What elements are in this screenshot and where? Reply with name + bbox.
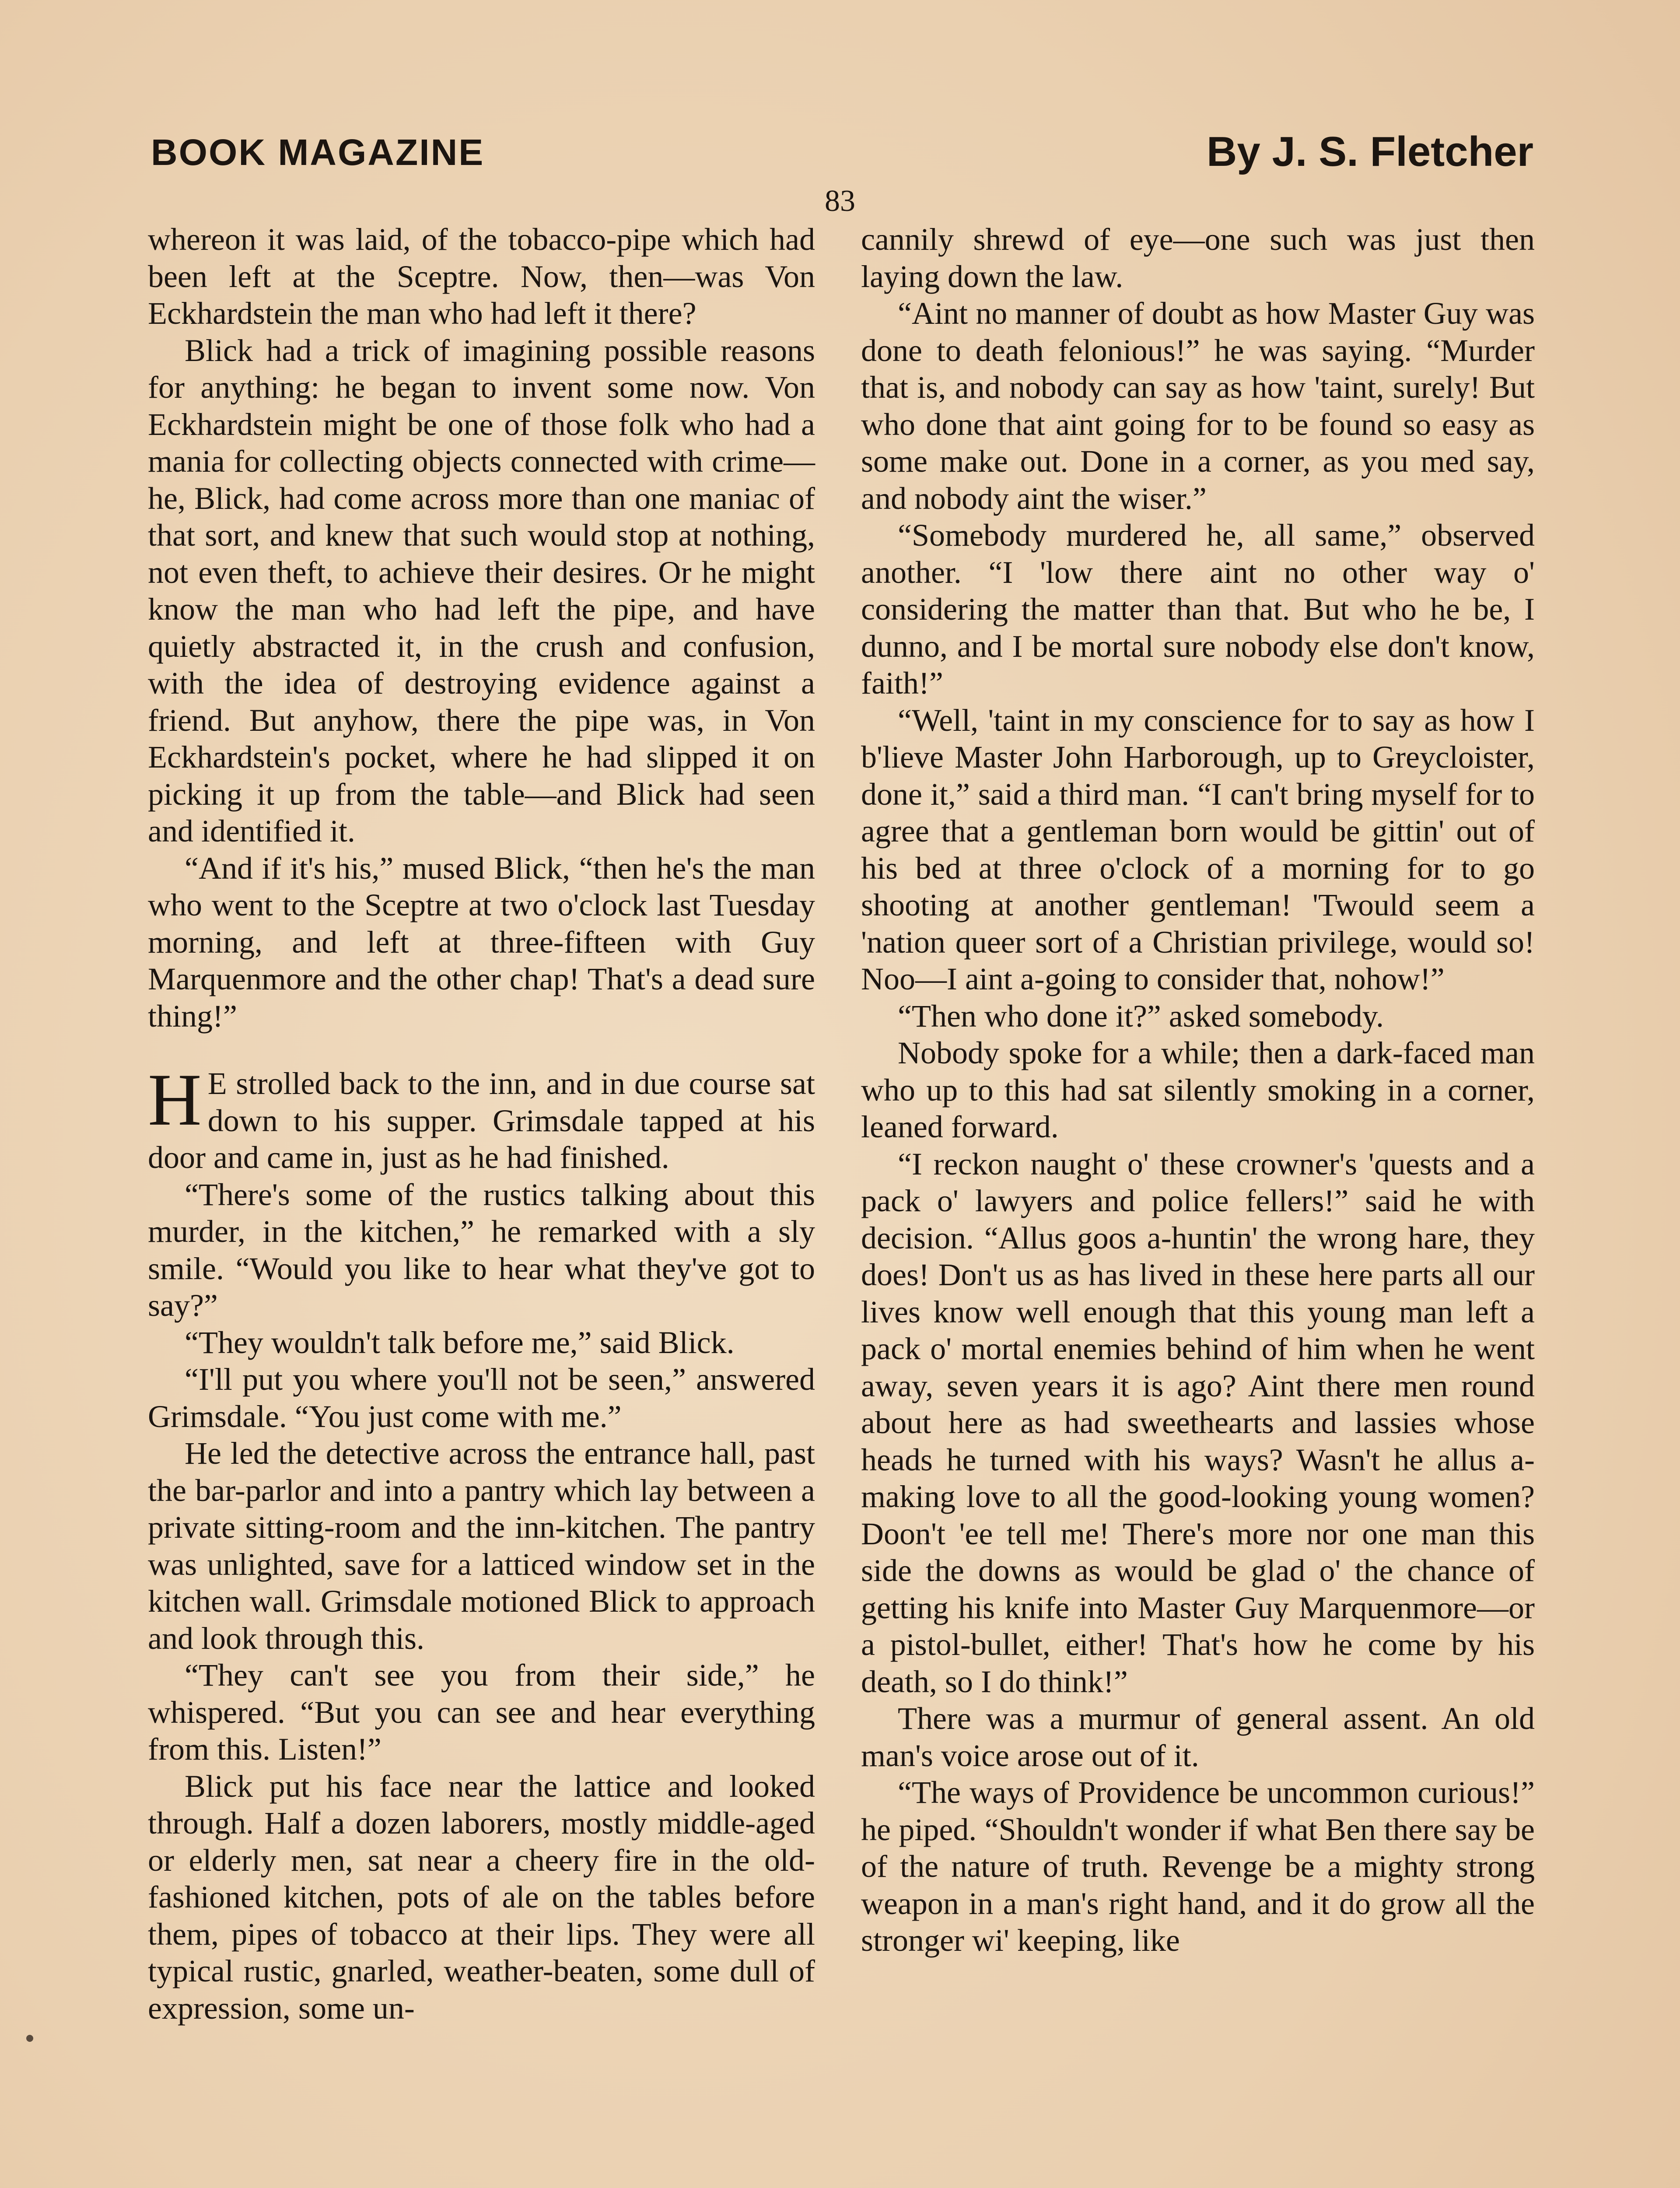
paragraph: There was a murmur of general assent. An old man's voice arose out of it.	[861, 1701, 1535, 1773]
drop-cap: H	[148, 1059, 202, 1141]
paragraph: “The ways of Providence be uncommon curious!” he piped. “Shouldn't wonder if what Ben there say be of the nature of truth. Revenge be a mighty strong weapon in a man's right hand, and it do grow all the stronger wi' keeping, like	[861, 1775, 1535, 1958]
paragraph: “There's some of the rustics talking about this murder, in the kitchen,” he remarked with a sly smile. “Would you like to hear what they've got to say?”	[148, 1177, 815, 1323]
paragraph: “Then who done it?” asked somebody.	[898, 998, 1384, 1034]
paragraph: “I reckon naught o' these crowner's 'quests and a pack o' lawyers and police fellers!” said he with decision. “Allus goos a-huntin' the wrong hare, they does! Don't us as has lived in these here parts all our lives know well enough that this young man left a pack o' mortal enemies behind of him when he went away, seven years it is ago? Aint there men round about here as had sweethearts and lassies whose heads he turned with his ways? Wasn't he allus a-making love to all the good-looking young women? Doon't 'ee tell me! There's more nor one man this side the downs as would be glad o' the chance of getting his knife into Master Guy Marquenmore—or a pistol-bullet, either! That's how he come by his death, so I do think!”	[861, 1146, 1535, 1699]
paragraph: Blick had a trick of imagining possible reasons for anything: he began to invent some now. Von Eckhardstein might be one of those folk who had a mania for collecting objects connected with crime—he, Blick, had come across more than one maniac of that sort, and knew that such would stop at nothing, not even theft, to achieve their desires. Or he might know the man who had left the pipe, and have quietly abstracted it, in the crush and confusion, with the idea of destroying evidence against a friend. But anyhow, there the pipe was, in Von Eckhardstein's pocket, where he had slipped it on picking it up from the table—and Blick had seen and identified it.	[148, 333, 815, 849]
paragraph: cannily shrewd of eye—one such was just then laying down the law.	[861, 222, 1535, 294]
page-header	[151, 128, 1533, 179]
ink-spot	[26, 2035, 33, 2042]
author-byline: By J. S. Fletcher	[1207, 128, 1533, 175]
paragraph: “Somebody murdered he, all same,” observed another. “I 'low there aint no other way o' considering the matter than that. But who he be, I dunno, and I be mortal sure nobody else don't know, faith!”	[861, 518, 1535, 701]
paragraph: “And if it's his,” mused Blick, “then he's the man who went to the Sceptre at two o'clock last Tuesday morning, and left at three-fifteen with Guy Marquenmore and the other chap! That's a dead sure thing!”	[148, 850, 815, 1034]
paragraph: “They wouldn't talk before me,” said Blick.	[185, 1325, 735, 1360]
paragraph: “Well, 'taint in my conscience for to say as how I b'lieve Master John Harborough, up to Greycloister, done it,” said a third man. “I can't bring myself for to agree that a gentleman born would be gittin' out of his bed at three o'clock of a morning for to go shooting at another gentleman! 'Twould seem a 'nation queer sort of a Christian privilege, would so! Noo—I aint a-going to consider that, nohow!”	[861, 702, 1535, 996]
publication-title: BOOK MAGAZINE	[151, 132, 485, 173]
paragraph: “Aint no manner of doubt as how Master Guy was done to death felonious!” he was saying. “Murder that is, and nobody can say as how 'taint, surely! But who done that aint going for to be found so easy as some make out. Done in a corner, as you med say, and nobody aint the wiser.”	[861, 296, 1535, 516]
left-column	[148, 221, 815, 2027]
page-number: 83	[825, 184, 855, 218]
paragraph: whereon it was laid, of the tobacco-pipe which had been left at the Sceptre. Now, then—was Von Eckhardstein the man who had left it there?	[148, 222, 815, 331]
paragraph: “I'll put you where you'll not be seen,” answered Grimsdale. “You just come with me.”	[148, 1362, 815, 1434]
drop-cap-paragraph-text: E strolled back to the inn, and in due course sat down to his supper. Grimsdale tapped at his door and came in, just as he had finished.	[148, 1066, 815, 1175]
paragraph: Nobody spoke for a while; then a dark-faced man who up to this had sat silently smoking in a corner, leaned forward.	[861, 1035, 1535, 1144]
section-start-paragraph	[148, 1059, 815, 1176]
paragraph: Blick put his face near the lattice and looked through. Half a dozen laborers, mostly middle-aged or elderly men, sat near a cheery fire in the old-fashioned kitchen, pots of ale on the tables before them, pipes of tobacco at their lips. They were all typical rustic, gnarled, weather-beaten, some dull of expression, some un-	[148, 1768, 815, 2026]
paragraph: “They can't see you from their side,” he whispered. “But you can see and hear everything from this. Listen!”	[148, 1658, 815, 1767]
paragraph: He led the detective across the entrance hall, past the bar-parlor and into a pantry which lay between a private sitting-room and the inn-kitchen. The pantry was unlighted, save for a latticed window set in the kitchen wall. Grimsdale motioned Blick to approach and look through this.	[148, 1436, 815, 1656]
right-column	[861, 221, 1535, 1959]
